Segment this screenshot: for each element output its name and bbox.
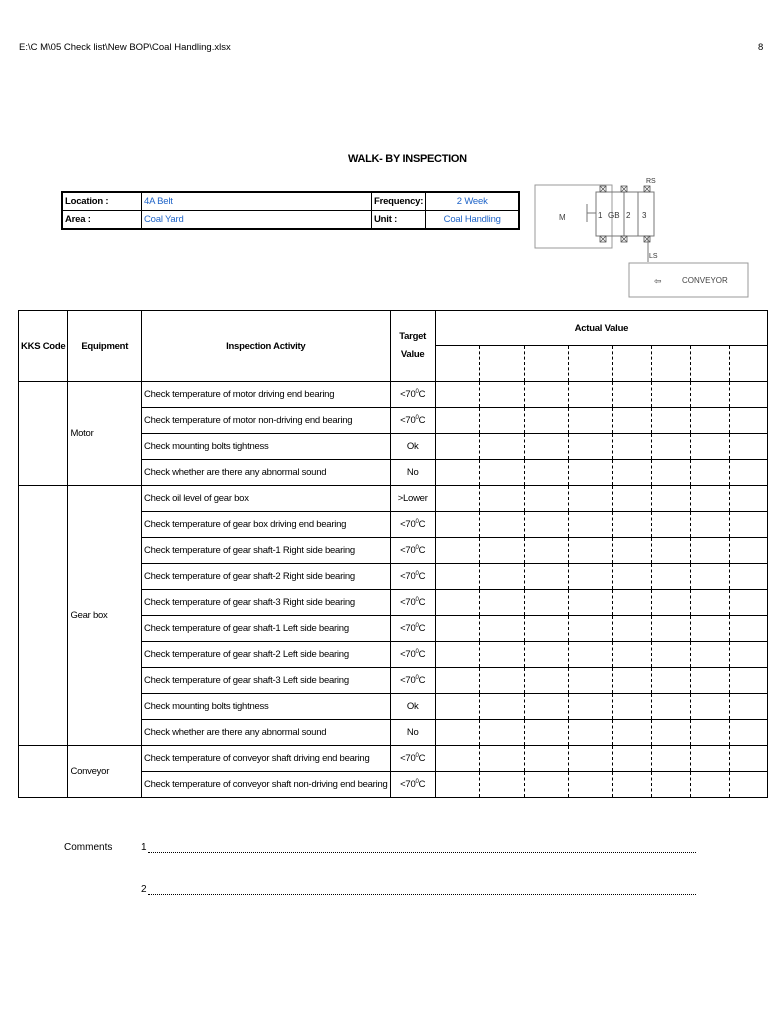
target-unit: C — [418, 519, 426, 530]
target-value: <70 — [400, 753, 416, 764]
actual-value-cell[interactable] — [480, 346, 525, 382]
actual-value-cell[interactable] — [613, 434, 652, 460]
equipment-cell: Motor — [68, 382, 142, 486]
comment-number-1: 1 — [141, 842, 147, 853]
motor-label: M — [559, 213, 566, 222]
actual-value-cell[interactable] — [524, 486, 568, 512]
gb-label: GB — [608, 211, 620, 220]
unit-value: Coal Handling — [426, 211, 520, 230]
target-value-cell — [390, 720, 435, 746]
target-value-cell — [390, 434, 435, 460]
area-label: Area : — [62, 211, 142, 230]
unit-label: Unit : — [372, 211, 426, 230]
actual-value-cell[interactable] — [435, 564, 480, 590]
actual-value-cell[interactable] — [480, 434, 525, 460]
actual-value-cell[interactable] — [480, 512, 525, 538]
header-activity: Inspection Activity — [142, 311, 390, 382]
target-value: No — [406, 727, 419, 738]
degree-mark: 0 — [415, 675, 419, 681]
actual-value-cell[interactable] — [524, 408, 568, 434]
actual-value-cell[interactable] — [652, 616, 691, 642]
page-title: WALK- BY INSPECTION — [348, 153, 467, 165]
inspection-table-body — [19, 382, 768, 798]
actual-value-cell[interactable] — [480, 642, 525, 668]
actual-value-cell[interactable] — [729, 512, 767, 538]
actual-value-cell[interactable] — [729, 382, 767, 408]
table-row — [19, 382, 768, 408]
target-unit: C — [418, 675, 426, 686]
target-value-cell — [390, 538, 435, 564]
activity-cell: Check temperature of gear box driving end bearing — [142, 512, 390, 538]
actual-value-cell[interactable] — [524, 642, 568, 668]
target-unit: C — [418, 753, 426, 764]
frequency-label: Frequency: — [372, 192, 426, 211]
target-value-cell — [390, 564, 435, 590]
target-value-cell — [390, 668, 435, 694]
actual-value-cell[interactable] — [524, 382, 568, 408]
inspection-table — [18, 310, 768, 798]
target-value-cell — [390, 746, 435, 772]
rs-label: RS — [646, 178, 656, 185]
header-kks: KKS Code — [19, 311, 68, 382]
degree-mark: 0 — [415, 571, 419, 577]
actual-value-cell[interactable] — [652, 512, 691, 538]
location-value: 4A Belt — [142, 192, 372, 211]
actual-value-cell[interactable] — [524, 512, 568, 538]
target-value: <70 — [400, 675, 416, 686]
actual-value-cell[interactable] — [435, 512, 480, 538]
info-table — [61, 191, 520, 230]
equipment-diagram — [530, 172, 768, 302]
area-value: Coal Yard — [142, 211, 372, 230]
target-value: <70 — [400, 623, 416, 634]
comment-line-1[interactable] — [148, 852, 696, 853]
actual-value-cell[interactable] — [691, 486, 730, 512]
actual-value-cell[interactable] — [613, 564, 652, 590]
degree-mark: 0 — [415, 753, 419, 759]
actual-value-cell[interactable] — [435, 772, 480, 798]
actual-value-cell[interactable] — [652, 668, 691, 694]
activity-cell: Check temperature of conveyor shaft driving end bearing — [142, 746, 390, 772]
degree-mark: 0 — [415, 519, 419, 525]
file-path: E:\C M\05 Check list\New BOP\Coal Handling.xlsx — [19, 42, 231, 53]
actual-value-cell[interactable] — [729, 460, 767, 486]
actual-value-cell[interactable] — [435, 346, 480, 382]
activity-cell: Check whether are there any abnormal sound — [142, 720, 390, 746]
activity-cell: Check temperature of gear shaft-1 Right side bearing — [142, 538, 390, 564]
frequency-value: 2 Week — [426, 192, 520, 211]
actual-value-cell[interactable] — [729, 538, 767, 564]
actual-value-cell[interactable] — [691, 408, 730, 434]
actual-value-cell[interactable] — [729, 486, 767, 512]
kks-code-cell — [19, 486, 68, 746]
target-value: <70 — [400, 649, 416, 660]
actual-value-cell[interactable] — [568, 512, 613, 538]
table-row — [19, 746, 768, 772]
actual-value-cell[interactable] — [729, 668, 767, 694]
actual-value-cell[interactable] — [524, 694, 568, 720]
actual-value-cell[interactable] — [524, 720, 568, 746]
actual-value-cell[interactable] — [524, 434, 568, 460]
actual-value-cell[interactable] — [652, 642, 691, 668]
actual-value-cell[interactable] — [568, 668, 613, 694]
target-value: No — [406, 467, 419, 478]
actual-value-cell[interactable] — [480, 486, 525, 512]
actual-value-cell[interactable] — [652, 486, 691, 512]
activity-cell: Check temperature of gear shaft-3 Left side bearing — [142, 668, 390, 694]
header-target — [390, 311, 435, 382]
activity-cell: Check temperature of motor non-driving end bearing — [142, 408, 390, 434]
actual-value-cell[interactable] — [480, 408, 525, 434]
actual-value-cell[interactable] — [568, 590, 613, 616]
header-actual-value: Actual Value — [435, 311, 767, 346]
actual-value-cell[interactable] — [524, 746, 568, 772]
actual-value-cell[interactable] — [691, 346, 730, 382]
target-value-cell — [390, 382, 435, 408]
actual-value-cell[interactable] — [480, 538, 525, 564]
actual-value-cell[interactable] — [435, 720, 480, 746]
gb-label-1: 1 — [598, 211, 603, 220]
degree-mark: 0 — [415, 545, 419, 551]
table-row — [19, 486, 768, 512]
actual-value-cell[interactable] — [480, 382, 525, 408]
target-value-cell — [390, 408, 435, 434]
actual-value-cell[interactable] — [568, 564, 613, 590]
actual-value-cell[interactable] — [691, 564, 730, 590]
actual-value-cell[interactable] — [613, 538, 652, 564]
actual-value-cell[interactable] — [435, 590, 480, 616]
actual-value-cell[interactable] — [691, 590, 730, 616]
actual-value-cell[interactable] — [435, 538, 480, 564]
actual-value-cell[interactable] — [568, 720, 613, 746]
activity-cell: Check temperature of gear shaft-3 Right side bearing — [142, 590, 390, 616]
actual-value-cell[interactable] — [435, 642, 480, 668]
actual-value-cell[interactable] — [480, 616, 525, 642]
actual-value-cell[interactable] — [729, 590, 767, 616]
target-value: <70 — [400, 597, 416, 608]
actual-value-cell[interactable] — [652, 538, 691, 564]
actual-value-cell[interactable] — [568, 382, 613, 408]
actual-value-cell[interactable] — [524, 772, 568, 798]
comments-label: Comments — [64, 842, 113, 853]
degree-mark: 0 — [415, 389, 419, 395]
actual-value-cell[interactable] — [729, 346, 767, 382]
page-number: 8 — [758, 42, 764, 53]
target-unit: C — [418, 649, 426, 660]
degree-mark: 0 — [415, 623, 419, 629]
actual-value-cell[interactable] — [613, 720, 652, 746]
actual-value-cell[interactable] — [480, 668, 525, 694]
actual-value-cell[interactable] — [729, 772, 767, 798]
actual-value-cell[interactable] — [613, 460, 652, 486]
actual-value-cell[interactable] — [691, 668, 730, 694]
header-target-line2: Value — [400, 349, 425, 360]
target-unit: C — [418, 545, 426, 556]
actual-value-cell[interactable] — [613, 616, 652, 642]
actual-value-cell[interactable] — [480, 460, 525, 486]
actual-value-cell[interactable] — [729, 720, 767, 746]
equipment-cell: Conveyor — [68, 746, 142, 798]
equipment-cell: Gear box — [68, 486, 142, 746]
actual-value-cell[interactable] — [524, 668, 568, 694]
actual-value-cell[interactable] — [729, 642, 767, 668]
arrow-left-icon: ⇦ — [654, 276, 662, 286]
actual-value-cell[interactable] — [691, 460, 730, 486]
actual-value-cell[interactable] — [568, 346, 613, 382]
activity-cell: Check mounting bolts tightness — [142, 434, 390, 460]
actual-value-cell[interactable] — [652, 382, 691, 408]
actual-value-cell[interactable] — [613, 382, 652, 408]
activity-cell: Check temperature of gear shaft-2 Right side bearing — [142, 564, 390, 590]
target-value: <70 — [400, 545, 416, 556]
target-value-cell — [390, 512, 435, 538]
actual-value-cell[interactable] — [435, 408, 480, 434]
degree-mark: 0 — [415, 779, 419, 785]
actual-value-cell[interactable] — [613, 668, 652, 694]
actual-value-cell[interactable] — [613, 512, 652, 538]
actual-value-cell[interactable] — [652, 460, 691, 486]
actual-value-cell[interactable] — [729, 694, 767, 720]
actual-value-cell[interactable] — [480, 746, 525, 772]
target-unit: C — [418, 623, 426, 634]
activity-cell: Check mounting bolts tightness — [142, 694, 390, 720]
actual-value-cell[interactable] — [568, 486, 613, 512]
actual-value-cell[interactable] — [652, 720, 691, 746]
actual-value-cell[interactable] — [691, 772, 730, 798]
actual-value-cell[interactable] — [480, 564, 525, 590]
actual-value-cell[interactable] — [652, 408, 691, 434]
degree-mark: 0 — [415, 415, 419, 421]
actual-value-cell[interactable] — [568, 434, 613, 460]
actual-value-cell[interactable] — [480, 590, 525, 616]
actual-value-cell[interactable] — [435, 460, 480, 486]
actual-value-cell[interactable] — [568, 460, 613, 486]
actual-value-cell[interactable] — [729, 408, 767, 434]
actual-value-cell[interactable] — [480, 694, 525, 720]
target-value-cell — [390, 642, 435, 668]
actual-value-cell[interactable] — [435, 486, 480, 512]
target-value-cell — [390, 590, 435, 616]
target-unit: C — [418, 571, 426, 582]
actual-value-cell[interactable] — [524, 538, 568, 564]
target-value: <70 — [400, 415, 416, 426]
ls-label: LS — [649, 253, 658, 260]
actual-value-cell[interactable] — [613, 772, 652, 798]
actual-value-cell[interactable] — [480, 772, 525, 798]
actual-value-cell[interactable] — [691, 746, 730, 772]
actual-value-cell[interactable] — [613, 486, 652, 512]
actual-value-cell[interactable] — [435, 746, 480, 772]
actual-value-cell[interactable] — [613, 694, 652, 720]
actual-value-cell[interactable] — [568, 408, 613, 434]
actual-value-cell[interactable] — [613, 642, 652, 668]
actual-value-cell[interactable] — [729, 564, 767, 590]
target-value-cell — [390, 616, 435, 642]
gb-label-2: 2 — [626, 211, 631, 220]
degree-mark: 0 — [415, 649, 419, 655]
actual-value-cell[interactable] — [652, 694, 691, 720]
target-value-cell — [390, 460, 435, 486]
kks-code-cell — [19, 746, 68, 798]
actual-value-cell[interactable] — [691, 538, 730, 564]
actual-value-cell[interactable] — [691, 512, 730, 538]
target-unit: C — [418, 779, 426, 790]
target-value: <70 — [400, 389, 416, 400]
target-value-cell — [390, 694, 435, 720]
header-equipment: Equipment — [68, 311, 142, 382]
comment-number-2: 2 — [141, 884, 147, 895]
actual-value-cell[interactable] — [613, 408, 652, 434]
activity-cell: Check temperature of gear shaft-2 Left side bearing — [142, 642, 390, 668]
actual-value-cell[interactable] — [568, 694, 613, 720]
target-value-cell — [390, 486, 435, 512]
actual-value-cell[interactable] — [613, 746, 652, 772]
actual-value-cell[interactable] — [613, 346, 652, 382]
actual-value-cell[interactable] — [524, 564, 568, 590]
target-value: <70 — [400, 571, 416, 582]
target-value: >Lower — [397, 493, 428, 504]
actual-value-cell[interactable] — [729, 434, 767, 460]
conveyor-label: CONVEYOR — [682, 276, 728, 285]
actual-value-cell[interactable] — [435, 382, 480, 408]
activity-cell: Check oil level of gear box — [142, 486, 390, 512]
target-unit: C — [418, 415, 426, 426]
actual-value-cell[interactable] — [435, 434, 480, 460]
target-value: Ok — [406, 701, 419, 712]
actual-value-cell[interactable] — [435, 668, 480, 694]
target-unit: C — [418, 597, 426, 608]
target-unit: C — [418, 389, 426, 400]
actual-value-cell[interactable] — [652, 346, 691, 382]
actual-value-cell[interactable] — [613, 590, 652, 616]
actual-value-cell[interactable] — [524, 616, 568, 642]
actual-value-cell[interactable] — [691, 616, 730, 642]
actual-value-cell[interactable] — [435, 616, 480, 642]
location-label: Location : — [62, 192, 142, 211]
header-target-line1: Target — [399, 331, 427, 342]
actual-value-cell[interactable] — [524, 460, 568, 486]
actual-value-cell[interactable] — [652, 772, 691, 798]
activity-cell: Check temperature of motor driving end bearing — [142, 382, 390, 408]
actual-value-cell[interactable] — [691, 434, 730, 460]
actual-value-cell[interactable] — [729, 746, 767, 772]
activity-cell: Check temperature of gear shaft-1 Left side bearing — [142, 616, 390, 642]
target-value-cell — [390, 772, 435, 798]
target-value: <70 — [400, 779, 416, 790]
actual-value-cell[interactable] — [568, 616, 613, 642]
actual-value-cell[interactable] — [568, 642, 613, 668]
actual-value-cell[interactable] — [568, 772, 613, 798]
activity-cell: Check temperature of conveyor shaft non-driving end bearing — [142, 772, 390, 798]
comment-line-2[interactable] — [148, 894, 696, 895]
gb-label-3: 3 — [642, 211, 647, 220]
actual-value-cell[interactable] — [729, 616, 767, 642]
actual-value-cell[interactable] — [691, 694, 730, 720]
actual-value-cell[interactable] — [691, 720, 730, 746]
actual-value-cell[interactable] — [524, 346, 568, 382]
actual-value-cell[interactable] — [480, 720, 525, 746]
actual-value-cell[interactable] — [691, 642, 730, 668]
target-value: Ok — [406, 441, 419, 452]
actual-value-cell[interactable] — [568, 746, 613, 772]
actual-value-cell[interactable] — [652, 590, 691, 616]
actual-value-cell[interactable] — [524, 590, 568, 616]
degree-mark: 0 — [415, 597, 419, 603]
actual-value-cell[interactable] — [691, 382, 730, 408]
actual-value-cell[interactable] — [568, 538, 613, 564]
actual-value-cell[interactable] — [652, 564, 691, 590]
actual-value-cell[interactable] — [435, 694, 480, 720]
target-value: <70 — [400, 519, 416, 530]
activity-cell: Check whether are there any abnormal sound — [142, 460, 390, 486]
actual-value-cell[interactable] — [652, 746, 691, 772]
kks-code-cell — [19, 382, 68, 486]
actual-value-cell[interactable] — [652, 434, 691, 460]
